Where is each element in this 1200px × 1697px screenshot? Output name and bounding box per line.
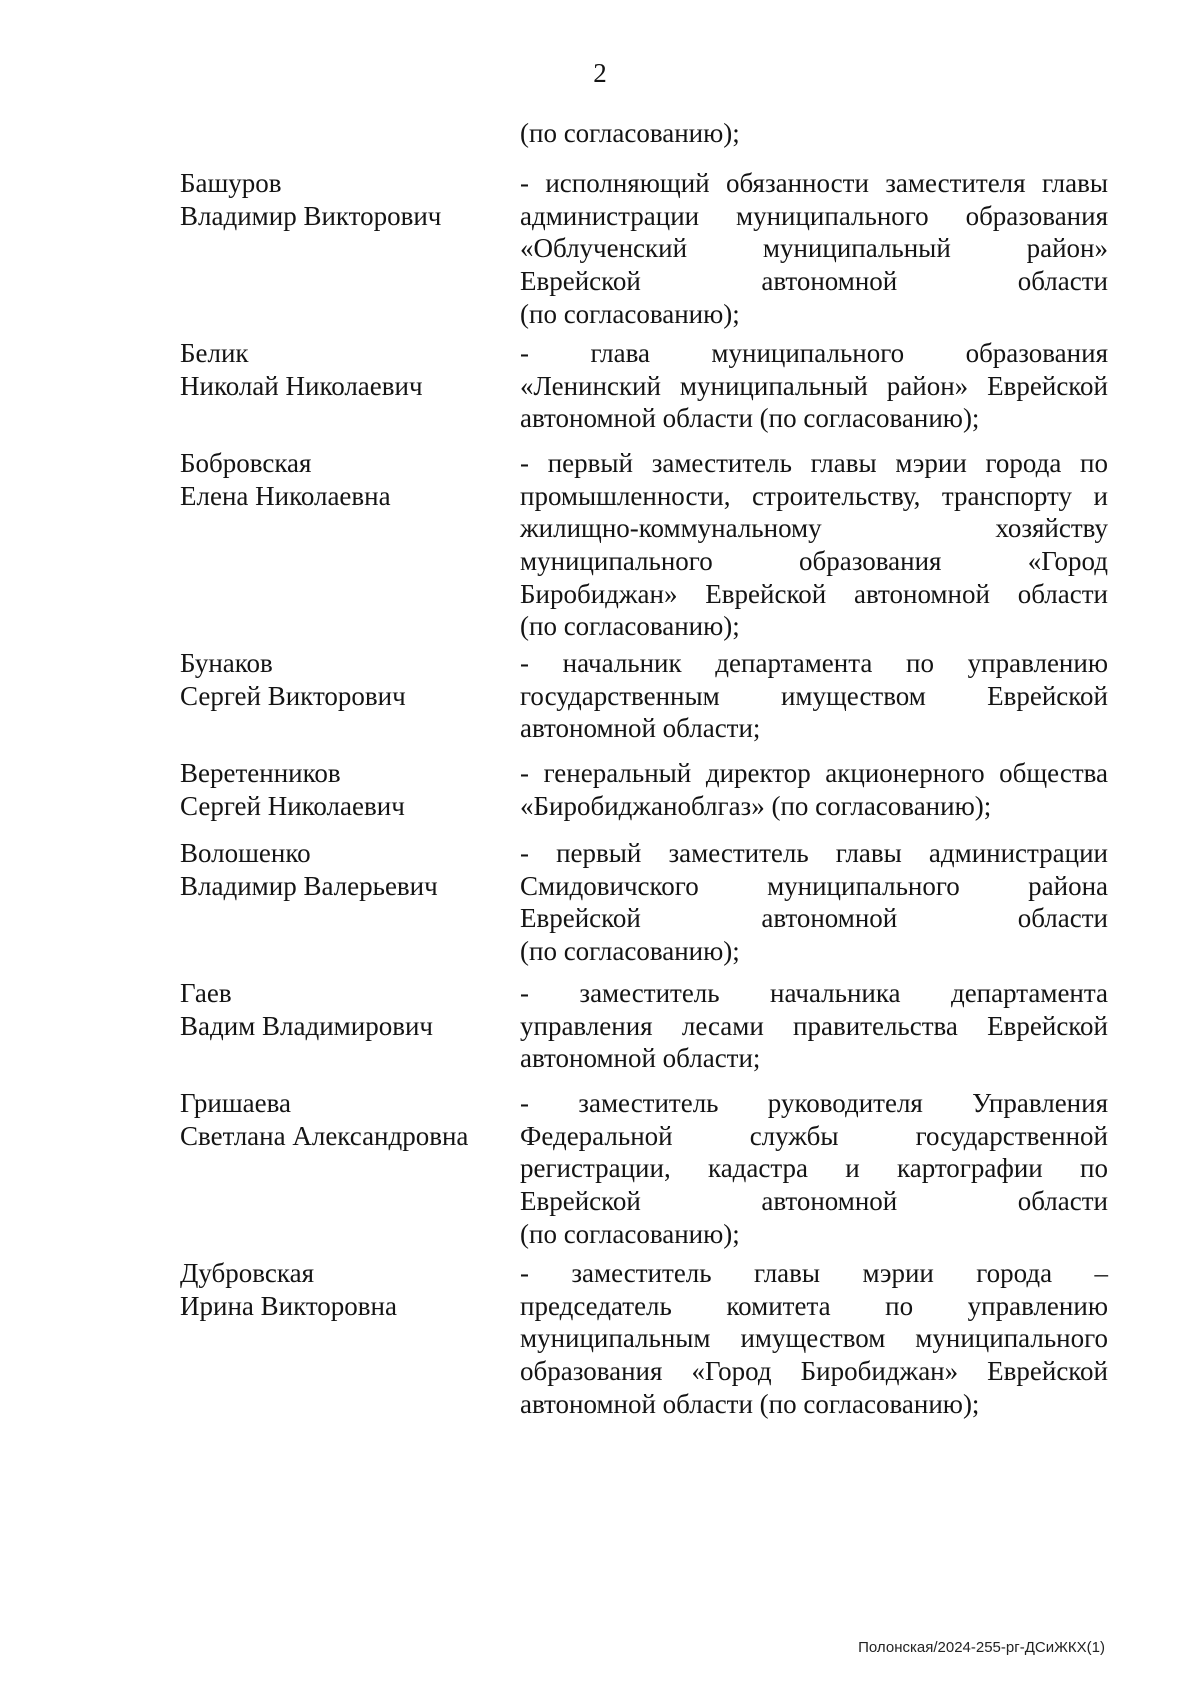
position-line: - генеральный директор акционерного общества — [520, 758, 1108, 788]
position-line: муниципальным имуществом муниципального — [520, 1323, 1108, 1354]
member-surname: Башуров — [180, 168, 282, 198]
position-line: (по согласованию); — [520, 298, 740, 329]
position-line: Биробиджан» Еврейской автономной области — [520, 578, 1108, 609]
position-line: управления лесами правительства Еврейской — [520, 1010, 1108, 1041]
page-number: 2 — [593, 58, 607, 88]
member-given-names: Николай Николаевич — [180, 370, 423, 401]
member-position — [520, 167, 1108, 330]
position-line: автономной области; — [520, 1043, 761, 1074]
position-line: администрации муниципального образования — [520, 200, 1108, 231]
member-surname: Гришаева — [180, 1088, 291, 1118]
position-line: (по согласованию); — [520, 611, 740, 642]
member-name — [180, 647, 500, 712]
member-position — [520, 1257, 1108, 1420]
member-position — [520, 1087, 1108, 1250]
position-line: государственным имуществом Еврейской — [520, 680, 1108, 711]
member-surname: Гаев — [180, 978, 232, 1008]
member-given-names: Сергей Викторович — [180, 680, 406, 711]
member-given-names: Светлана Александровна — [180, 1120, 469, 1151]
member-name — [180, 167, 500, 232]
member-surname: Волошенко — [180, 838, 311, 868]
member-given-names: Елена Николаевна — [180, 480, 391, 511]
member-given-names: Ирина Викторовна — [180, 1290, 397, 1321]
member-given-names: Вадим Владимирович — [180, 1010, 433, 1041]
position-line: «Ленинский муниципальный район» Еврейской — [520, 370, 1108, 401]
position-line: «Облученский муниципальный район» — [520, 233, 1108, 264]
member-name — [180, 837, 500, 902]
position-line: - первый заместитель главы администрации — [520, 838, 1108, 868]
member-surname: Дубровская — [180, 1258, 314, 1288]
member-position — [520, 447, 1108, 643]
position-line: жилищно-коммунальному хозяйству — [520, 513, 1108, 544]
member-name — [180, 1087, 500, 1152]
position-line: образования «Город Биробиджан» Еврейской — [520, 1356, 1108, 1387]
position-line: - начальник департамента по управлению — [520, 648, 1108, 678]
position-line: промышленности, строительству, транспорту и — [520, 480, 1108, 511]
position-line: «Биробиджаноблгаз» (по согласованию); — [520, 790, 992, 821]
member-name — [180, 757, 500, 822]
member-position — [520, 337, 1108, 435]
position-line: (по согласованию); — [520, 936, 740, 967]
member-position — [520, 977, 1108, 1075]
position-line: Федеральной службы государственной — [520, 1120, 1108, 1151]
position-line: автономной области; — [520, 713, 761, 744]
position-line: - первый заместитель главы мэрии города по — [520, 448, 1108, 478]
member-given-names: Владимир Валерьевич — [180, 870, 438, 901]
member-position — [520, 647, 1108, 745]
position-line: - заместитель начальника департамента — [520, 978, 1108, 1008]
document-reference-code: Полонская/2024-255-рг-ДСиЖКХ(1) — [858, 1639, 1105, 1656]
position-line: Еврейской автономной области — [520, 903, 1108, 934]
position-line: автономной области (по согласованию); — [520, 1388, 980, 1419]
member-given-names: Сергей Николаевич — [180, 790, 405, 821]
position-line: муниципального образования «Город — [520, 546, 1108, 577]
member-position — [520, 757, 1108, 822]
member-name — [180, 337, 500, 402]
member-surname: Веретенников — [180, 758, 341, 788]
position-line: регистрации, кадастра и картографии по — [520, 1153, 1108, 1184]
member-name — [180, 1257, 500, 1322]
member-name — [180, 447, 500, 512]
member-surname: Белик — [180, 338, 249, 368]
position-line: автономной области (по согласованию); — [520, 403, 980, 434]
member-position — [520, 837, 1108, 968]
position-line: - заместитель руководителя Управления — [520, 1088, 1108, 1118]
position-line: председатель комитета по управлению — [520, 1290, 1108, 1321]
position-line: Еврейской автономной области — [520, 1186, 1108, 1217]
continuation-line: (по согласованию); — [520, 118, 740, 148]
member-given-names: Владимир Викторович — [180, 200, 442, 231]
member-name — [180, 977, 500, 1042]
position-line: - заместитель главы мэрии города – — [520, 1258, 1108, 1288]
member-surname: Бунаков — [180, 648, 273, 678]
member-surname: Бобровская — [180, 448, 312, 478]
position-line: - исполняющий обязанности заместителя главы — [520, 168, 1108, 198]
position-line: - глава муниципального образования — [520, 338, 1108, 368]
position-line: Смидовичского муниципального района — [520, 870, 1108, 901]
position-line: Еврейской автономной области — [520, 266, 1108, 297]
position-line: (по согласованию); — [520, 1218, 740, 1249]
